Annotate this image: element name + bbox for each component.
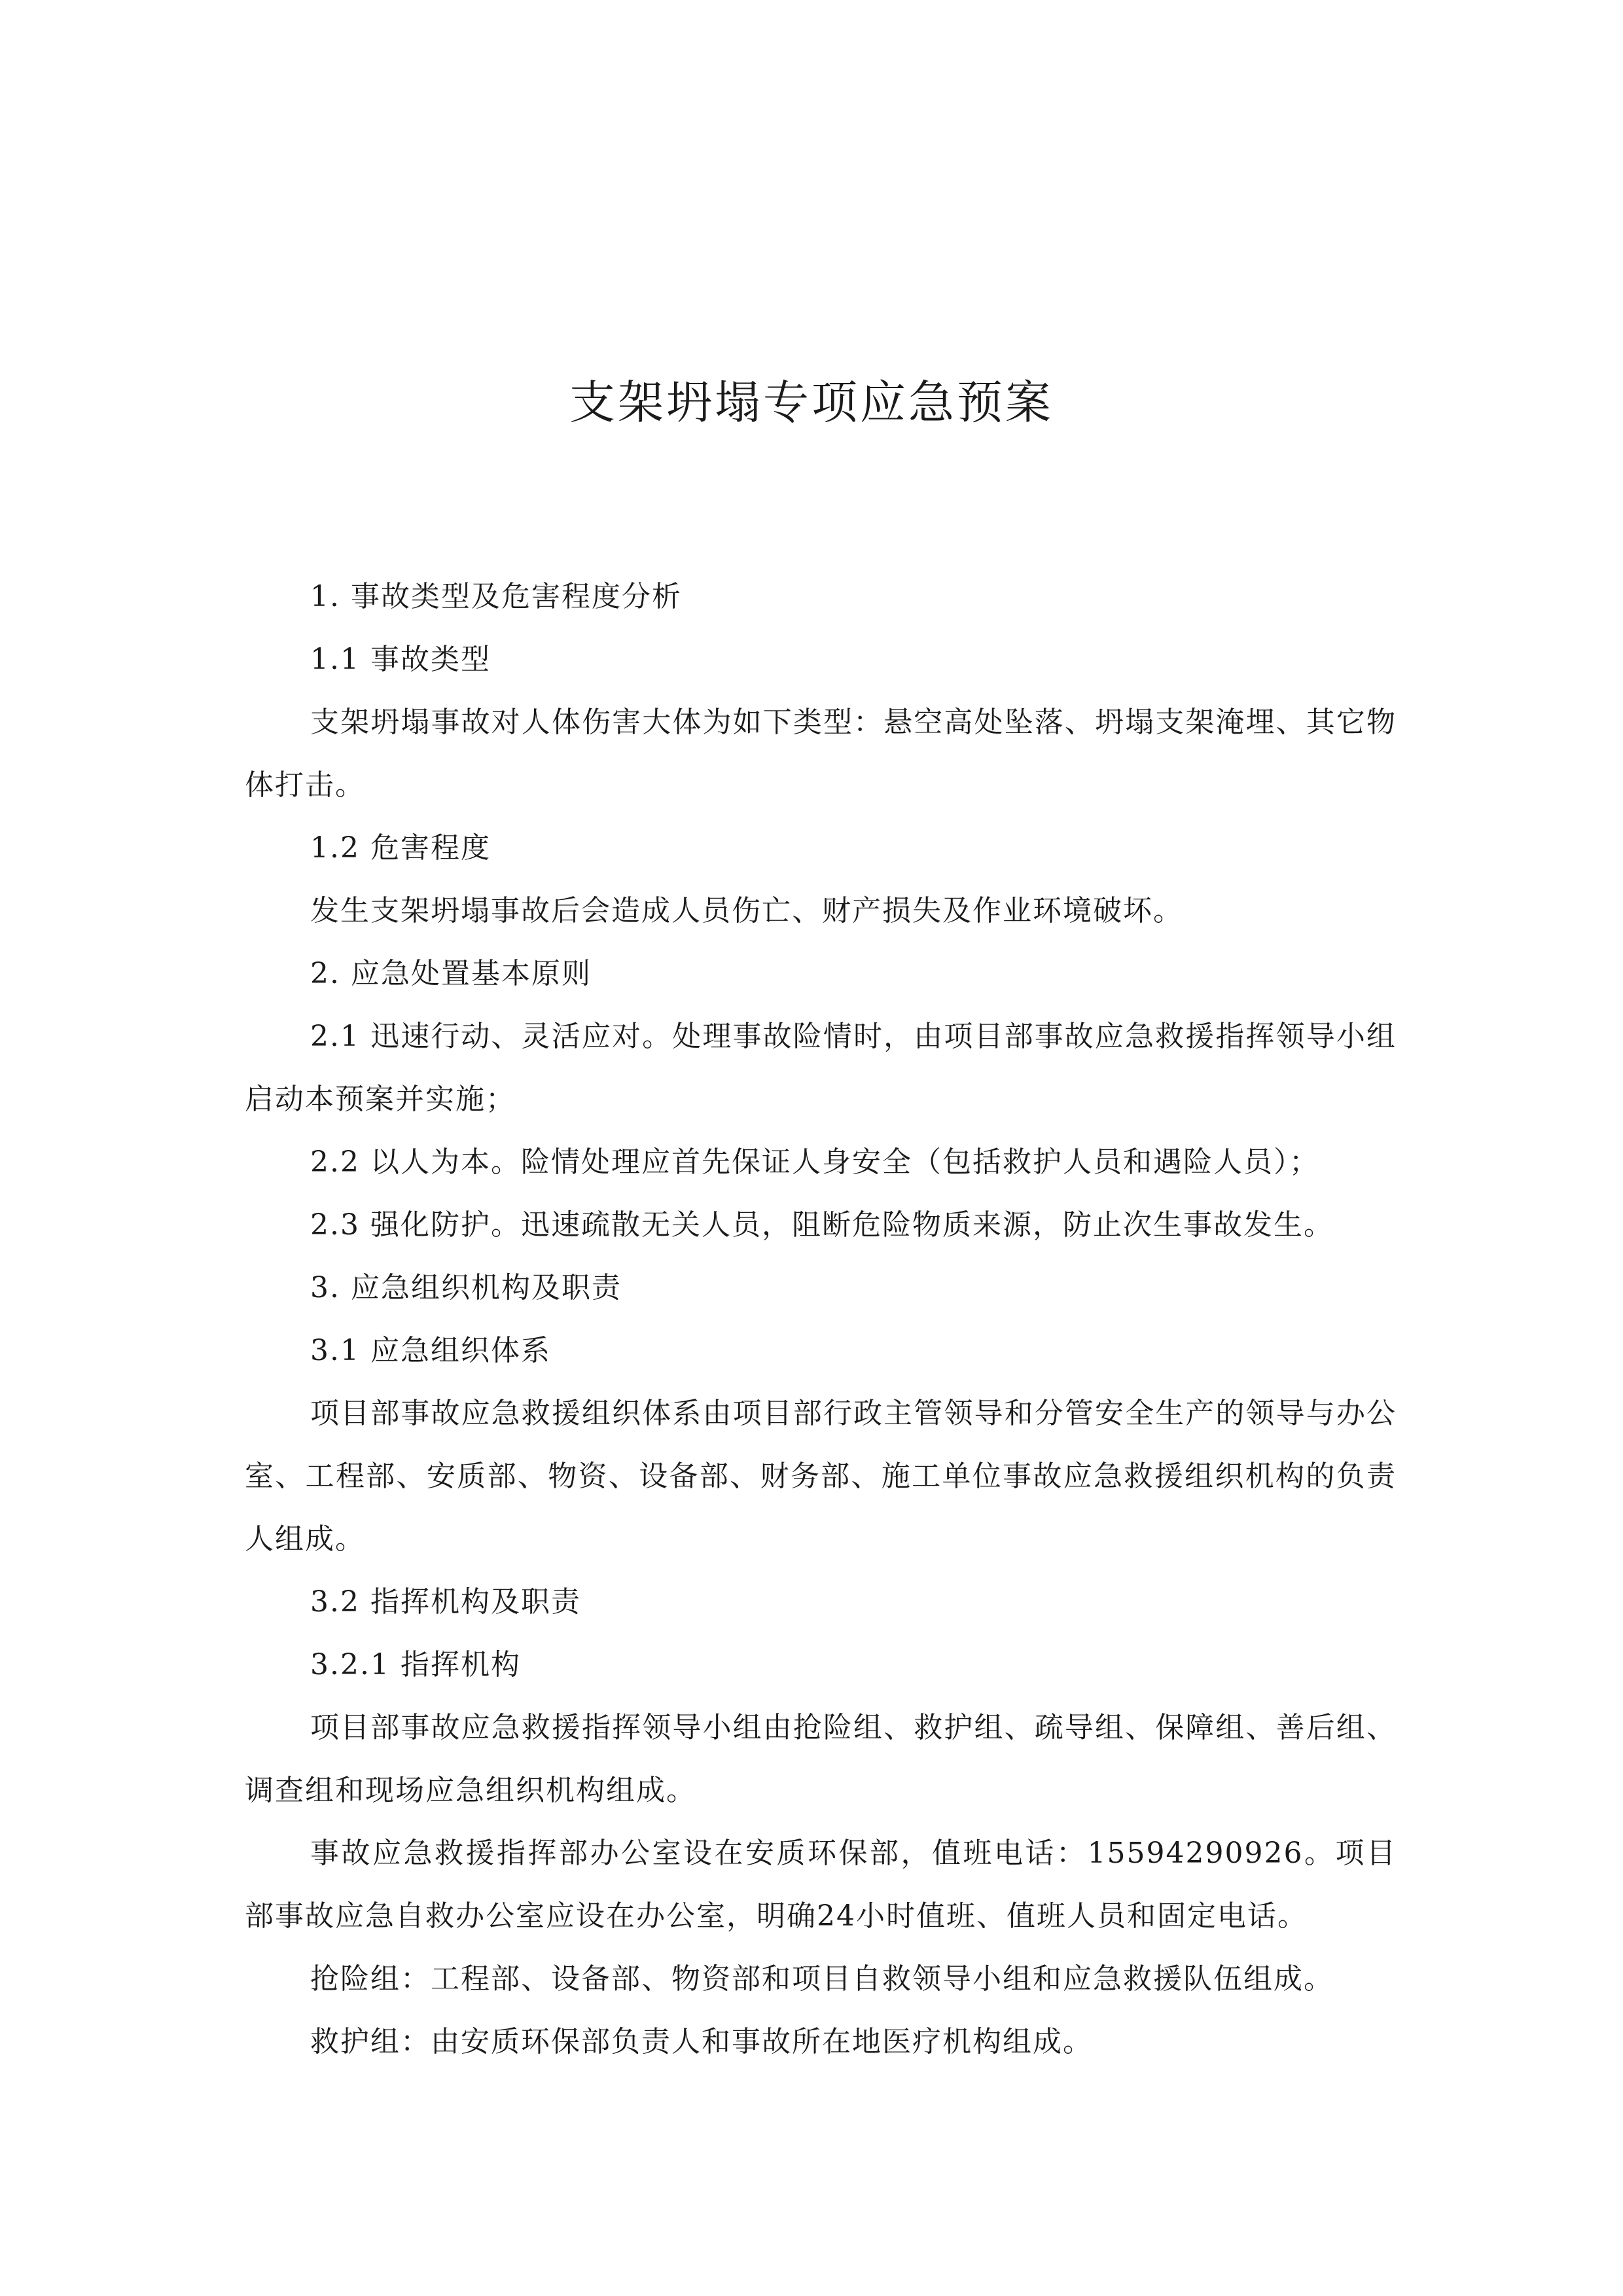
paragraph-principle-2-2: 2.2 以人为本。险情处理应首先保证人身安全（包括救护人员和遇险人员）； — [310, 1145, 1319, 1179]
paragraph-medical-team: 救护组：由安质环保部负责人和事故所在地医疗机构组成。 — [310, 2025, 1093, 2058]
paragraph-principle-2-1: 2.1 迅速行动、灵活应对。处理事故险情时，由项目部事故应急救援指挥领导小组启动本预案并实施； — [245, 1020, 1397, 1116]
paragraph-principle-2-3: 2.3 强化防护。迅速疏散无关人员，阻断危险物质来源，防止次生事故发生。 — [310, 1208, 1334, 1242]
heading-3: 3. 应急组织机构及职责 — [310, 1271, 622, 1304]
paragraph-organization-system: 项目部事故应急救援组织体系由项目部行政主管领导和分管安全生产的领导与办公室、工程部、安质部、物资、设备部、财务部、施工单位事故应急救援组织机构的负责人组成。 — [245, 1397, 1397, 1556]
document-body — [245, 565, 1397, 2073]
paragraph-accident-types: 支架坍塌事故对人体伤害大体为如下类型：悬空高处坠落、坍塌支架淹埋、其它物体打击。 — [245, 706, 1397, 802]
heading-2: 2. 应急处置基本原则 — [310, 957, 592, 990]
heading-1-1: 1.1 事故类型 — [310, 643, 491, 676]
heading-1-2: 1.2 危害程度 — [310, 831, 491, 865]
paragraph-duty-office: 事故应急救援指挥部办公室设在安质环保部，值班电话：15594290926。项目部事故应急自救办公室应设在办公室，明确24小时值班、值班人员和固定电话。 — [245, 1837, 1397, 1933]
heading-1: 1. 事故类型及危害程度分析 — [310, 580, 682, 613]
paragraph-hazard-degree: 发生支架坍塌事故后会造成人员伤亡、财产损失及作业环境破坏。 — [310, 894, 1183, 927]
paragraph-command-group: 项目部事故应急救援指挥领导小组由抢险组、救护组、疏导组、保障组、善后组、调查组和现场应急组织机构组成。 — [245, 1711, 1397, 1807]
page-title: 支架坍塌专项应急预案 — [569, 376, 1054, 429]
heading-3-2-1: 3.2.1 指挥机构 — [310, 1648, 521, 1681]
heading-3-1: 3.1 应急组织体系 — [310, 1334, 551, 1367]
heading-3-2: 3.2 指挥机构及职责 — [310, 1585, 581, 1619]
paragraph-rescue-team: 抢险组：工程部、设备部、物资部和项目自救领导小组和应急救援队伍组成。 — [310, 1962, 1334, 1996]
